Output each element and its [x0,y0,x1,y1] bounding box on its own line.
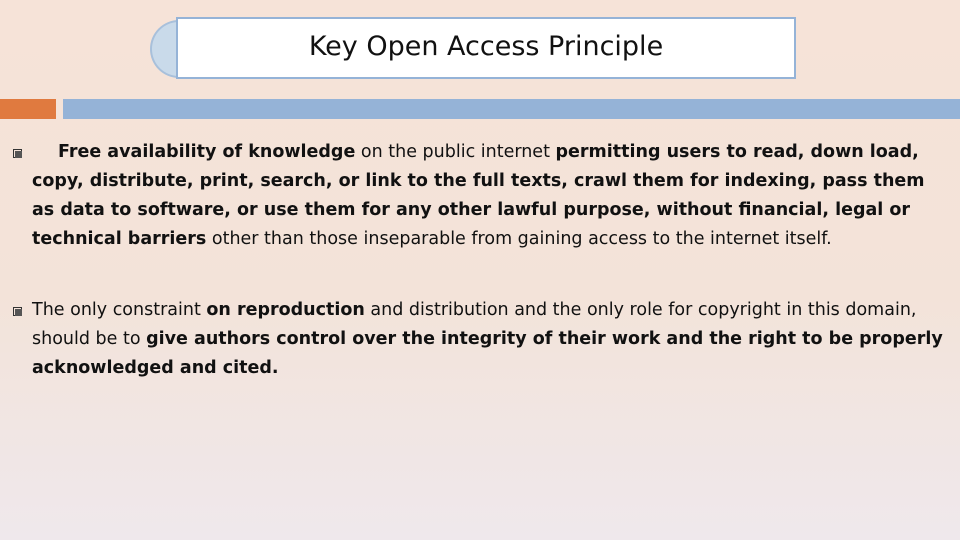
accent-bar-orange [0,99,56,119]
bullet-text-normal: on the public internet [355,142,556,162]
title-box [176,17,796,79]
bullet-text-bold: Free availability of knowledge [58,142,356,162]
checkbox-bullet-icon [13,307,23,317]
bullet-text-normal: and distribution and the only role for copyright in this domain, should be to [32,300,917,349]
bullet-text [32,138,947,254]
bullet-text [32,296,947,383]
accent-bar-blue [63,99,960,119]
bullet-text-bold: on reproduction [206,300,365,320]
checkbox-bullet-icon [13,149,23,159]
bullet-text-normal: other than those inseparable from gaining access to the internet itself. [206,228,832,249]
bullet-text-normal: The only constraint [32,300,207,320]
bullet-text-bold: give authors control over the integrity of their work and the right to be properly acknowledged and cited. [32,328,943,378]
bullet-text-bold: permitting users to read, down load, copy, distribute, print, search, or link to the full texts, crawl them for indexing, pass them as data to software, or use them for any other lawful purpose, without financial, legal or technical barriers [32,142,925,249]
slide-title: Key Open Access Principle [308,30,664,62]
